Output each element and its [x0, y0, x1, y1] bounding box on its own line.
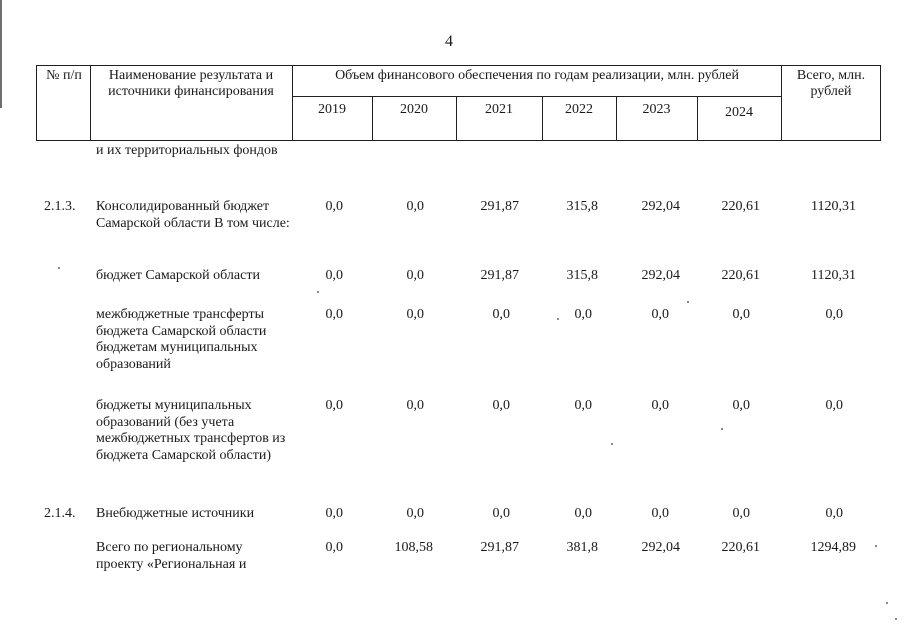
- table-row-name: Всего по региональному проекту «Региональная и: [96, 540, 247, 572]
- table-row-name: Внебюджетные источники: [96, 506, 255, 521]
- table-cell-2019: 0,0: [325, 199, 343, 214]
- table-cell-2022: 0,0: [574, 398, 592, 413]
- table-cell-2023: 292,04: [641, 199, 680, 214]
- table-cell-2023: 292,04: [641, 268, 680, 283]
- page-number: 4: [445, 33, 453, 50]
- table-row-name: Консолидированный бюджет Самарской области В том числе:: [96, 199, 290, 231]
- table-row-name: и их территориальных фондов: [96, 143, 278, 158]
- table-cell-2021: 0,0: [492, 398, 510, 413]
- table-cell-2020: 0,0: [406, 268, 424, 283]
- table-cell-2023: 0,0: [651, 506, 669, 521]
- scan-edge-mark: [0, 0, 2, 108]
- table-cell-total: 1120,31: [811, 199, 856, 214]
- table-cell-2023: 0,0: [651, 307, 669, 322]
- table-cell-2019: 0,0: [325, 398, 343, 413]
- header-col-volume: Объем финансового обеспечения по годам реализации, млн. рублей: [335, 68, 739, 83]
- table-cell-total: 1120,31: [811, 268, 856, 283]
- table-cell-total: 0,0: [825, 398, 843, 413]
- header-year-2024: 2024: [725, 105, 753, 120]
- table-cell-2019: 0,0: [325, 307, 343, 322]
- table-cell-total: 1294,89: [810, 540, 856, 555]
- table-row-name: бюджеты муниципальных образований (без учета межбюджетных трансфертов из бюджета Самарской области): [96, 398, 286, 463]
- table-cell-2021: 291,87: [480, 199, 519, 214]
- table-cell-2023: 292,04: [641, 540, 680, 555]
- table-cell-2022: 315,8: [566, 268, 598, 283]
- table-cell-2024: 0,0: [732, 398, 750, 413]
- table-cell-2020: 0,0: [406, 506, 424, 521]
- table-cell-2020: 108,58: [394, 540, 433, 555]
- table-cell-2021: 291,87: [480, 540, 519, 555]
- header-year-2022: 2022: [565, 102, 593, 117]
- table-cell-2024: 220,61: [721, 540, 760, 555]
- header-year-2023: 2023: [642, 102, 671, 117]
- table-cell-2020: 0,0: [406, 307, 424, 322]
- table-cell-2021: 0,0: [492, 307, 510, 322]
- header-year-2019: 2019: [318, 102, 346, 117]
- header-col-total: Всего, млн. рублей: [796, 68, 866, 99]
- header-year-2020: 2020: [400, 102, 428, 117]
- table-header: [36, 65, 881, 141]
- table-cell-2020: 0,0: [406, 398, 424, 413]
- table-cell-2024: 0,0: [732, 307, 750, 322]
- table-row-name: бюджет Самарской области: [96, 268, 260, 283]
- table-cell-2022: 0,0: [574, 506, 592, 521]
- header-col-name: Наименование результата и источники финансирования: [108, 68, 274, 99]
- table-row-name: межбюджетные трансферты бюджета Самарской области бюджетам муниципальных образований: [96, 307, 267, 372]
- table-cell-2024: 220,61: [721, 199, 760, 214]
- table-row-number: 2.1.4.: [44, 506, 76, 521]
- header-year-2021: 2021: [485, 102, 513, 117]
- table-cell-2020: 0,0: [406, 199, 424, 214]
- table-cell-2022: 0,0: [574, 307, 592, 322]
- table-cell-2022: 315,8: [566, 199, 598, 214]
- table-cell-2024: 0,0: [732, 506, 750, 521]
- table-cell-2019: 0,0: [325, 268, 343, 283]
- table-cell-2022: 381,8: [566, 540, 598, 555]
- header-col-num: № п/п: [46, 68, 82, 83]
- table-row-number: 2.1.3.: [44, 199, 76, 214]
- table-cell-2019: 0,0: [325, 540, 343, 555]
- table-cell-total: 0,0: [825, 506, 843, 521]
- table-cell-2019: 0,0: [325, 506, 343, 521]
- table-cell-2021: 291,87: [480, 268, 519, 283]
- table-cell-2021: 0,0: [492, 506, 510, 521]
- table-cell-total: 0,0: [825, 307, 843, 322]
- table-cell-2023: 0,0: [651, 398, 669, 413]
- table-cell-2024: 220,61: [721, 268, 760, 283]
